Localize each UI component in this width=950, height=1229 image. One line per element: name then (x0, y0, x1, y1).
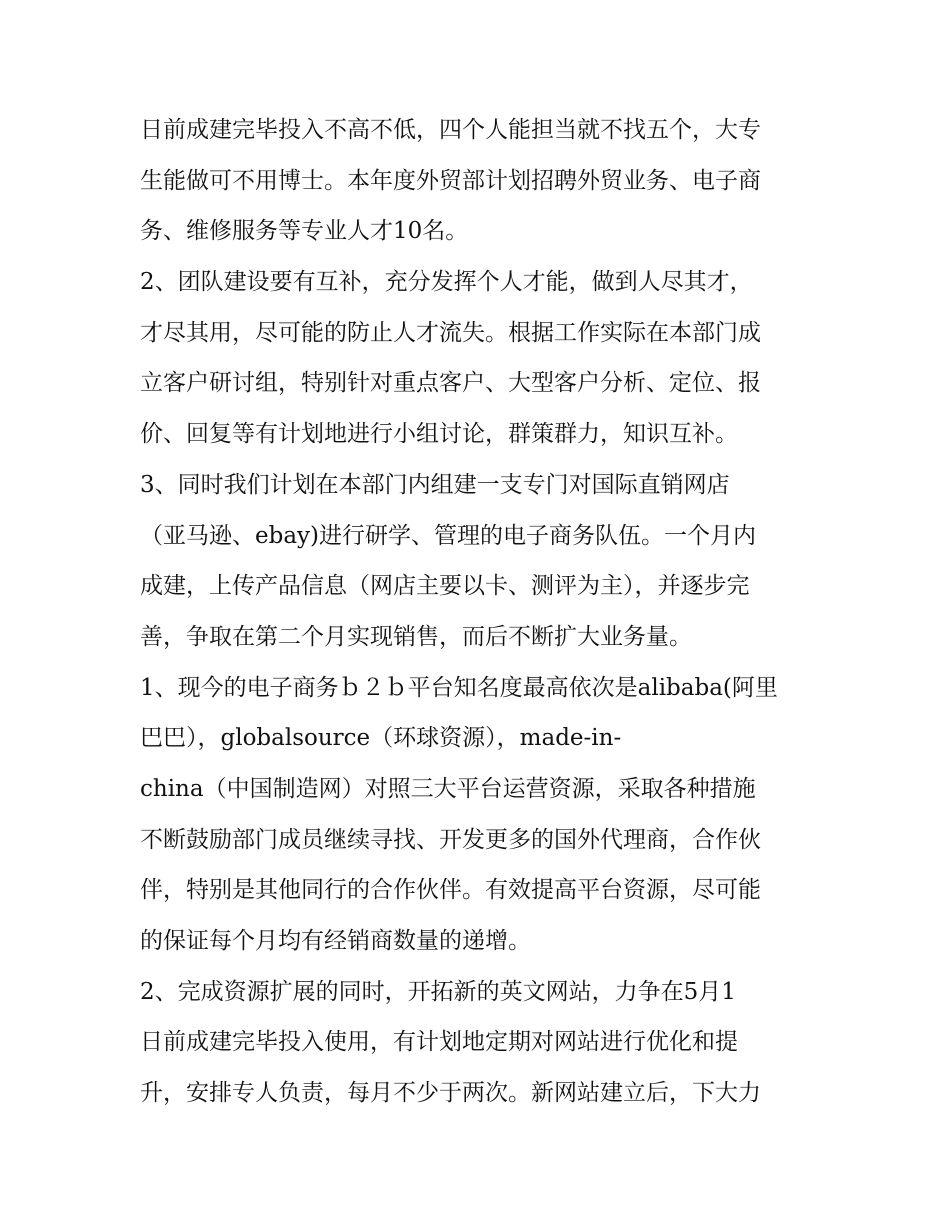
text-line: （亚马逊、ebay)进行研学、管理的电子商务队伍。一个月内 (140, 522, 757, 549)
text-line: 日前成建完毕投入不高不低，四个人能担当就不找五个，大专 (140, 117, 761, 143)
text-line: 务、维修服务等专业人才10名。 (140, 218, 469, 245)
text-line: 2、完成资源扩展的同时，开拓新的英文网站，力争在5月1 (140, 978, 736, 1005)
text-line: 生能做可不用博士。本年度外贸部计划招聘外贸业务、电子商 (140, 167, 761, 194)
text-line: 日前成建完毕投入使用，有计划地定期对网站进行优化和提 (140, 1029, 738, 1056)
text-line: 才尽其用，尽可能的防止人才流失。根据工作实际在本部门成 (140, 319, 761, 346)
text-line: 2、团队建设要有互补，充分发挥个人才能，做到人尽其才， (140, 269, 753, 296)
text-line: 立客户研讨组，特别针对重点客户、大型客户分析、定位、报 (140, 370, 761, 397)
body-text (140, 105, 820, 1119)
text-line: 伴，特别是其他同行的合作伙伴。有效提高平台资源，尽可能 (140, 877, 761, 904)
text-line: 成建，上传产品信息（网店主要以卡、测评为主），并逐步完 (140, 573, 750, 600)
text-line: 巴巴），globalsource（环球资源），made-in- (140, 725, 622, 752)
text-line: 价、回复等有计划地进行小组讨论，群策群力，知识互补。 (140, 421, 738, 448)
text-line: 不断鼓励部门成员继续寻找、开发更多的国外代理商，合作伙 (140, 826, 761, 853)
text-line: 升，安排专人负责，每月不少于两次。新网站建立后，下大力 (140, 1080, 761, 1107)
text-line: 善，争取在第二个月实现销售，而后不断扩大业务量。 (140, 623, 692, 650)
text-line: 1、现今的电子商务ｂ２ｂ平台知名度最高依次是alibaba(阿里 (140, 674, 778, 701)
text-line: 的保证每个月均有经销商数量的递增。 (140, 928, 531, 954)
text-line: china（中国制造网）对照三大平台运营资源，采取各种措施 (140, 775, 756, 802)
text-line: 3、同时我们计划在本部门内组建一支专门对国际直销网店 (140, 471, 730, 498)
